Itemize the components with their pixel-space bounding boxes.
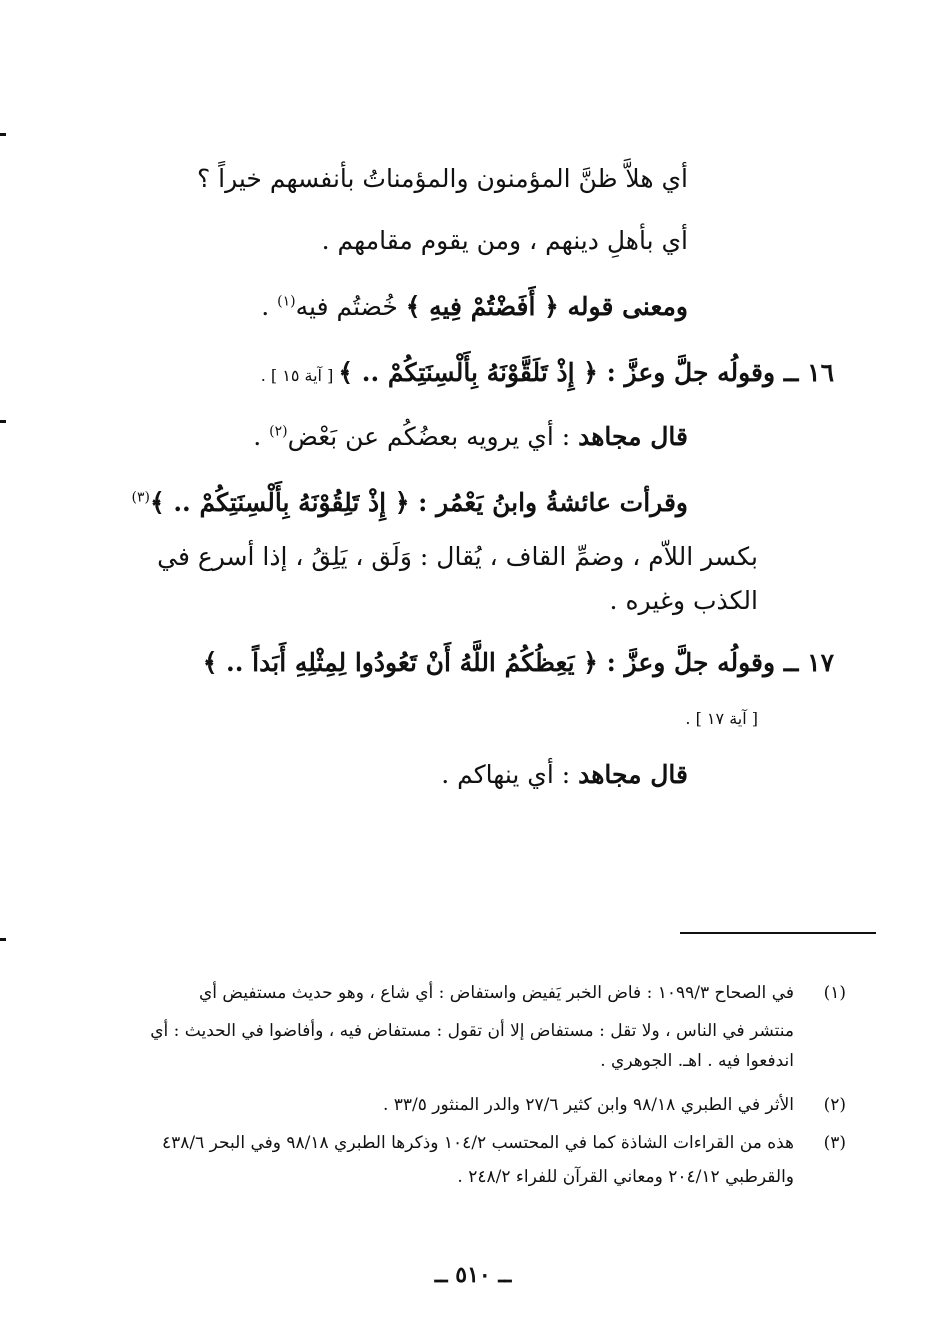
body-text: . [261, 292, 278, 321]
speaker-name: قال مجاهد [578, 760, 688, 789]
footnote-number-3: (٣) [823, 1133, 846, 1153]
page-number: ــ ٥١٠ ــ [434, 1262, 512, 1288]
scan-edge-mark [0, 133, 6, 136]
body-line-2: أي بأهلِ دينهم ، ومن يقوم مقامهم . [321, 226, 688, 255]
footnote-1-line-3: اندفعوا فيه . اهـ. الجوهري . [600, 1051, 794, 1071]
footnote-3-line-1: هذه من القراءات الشاذة كما في المحتسب ١٠٤/٢ وذكرها الطبري ٩٨/١٨ وفي البحر ٤٣٨/٦ [162, 1133, 794, 1153]
speaker-name: قال مجاهد [578, 422, 688, 451]
body-line-8: الكذب وغيره . [609, 586, 758, 615]
footnote-1-line-2: منتشر في الناس ، ولا تقل : مستفاض إلا أن تقول : مستفاض فيه ، وأفاضوا في الحديث : أي [150, 1021, 794, 1041]
body-text: . [253, 422, 270, 451]
body-line-4 [261, 356, 834, 393]
verse-heading-17: ١٧ ــ وقولُه جلَّ وعزَّ : ﴿ يَعِظُكُمُ اللَّهُ أَنْ تَعُودُوا لِمِثْلِهِ أَبَداً .. ﴾ [202, 648, 834, 677]
footnote-number-2: (٢) [823, 1095, 846, 1115]
body-line-7: بكسر اللاّم ، وضمِّ القاف ، يُقال : وَلَق ، يَلِقُ ، إذا أسرع في [157, 542, 758, 571]
body-text: : أي يرويه بعضُكُم عن بَعْض [287, 422, 579, 451]
body-line-3 [261, 290, 688, 324]
body-text: : أي ينهاكم . [441, 760, 579, 789]
quran-quote: ومعنى قوله ﴿ أَفَضْتُمْ فِيهِ ﴾ [405, 292, 688, 321]
footnote-ref-2: (٢) [269, 423, 288, 440]
footnote-2-line-1: الأثر في الطبري ٩٨/١٨ وابن كثير ٢٧/٦ والدر المنثور ٣٣/٥ . [382, 1095, 794, 1115]
footnote-1-line-1: في الصحاح ١٠٩٩/٣ : فاض الخبر يَفيض واستفاض : أي شاع ، وهو حديث مستفيض أي [198, 983, 794, 1003]
reading-heading: وقرأت عائشةُ وابنُ يَعْمُر : ﴿ إِذْ تَلِقُوْنَهُ بِأَلْسِنَتِكُمْ .. ﴾ [149, 488, 688, 517]
verse-heading-16: ١٦ ــ وقولُه جلَّ وعزَّ : ﴿ إِذْ تَلَقَّوْنَهُ بِأَلْسِنَتِكُمْ .. ﴾ [338, 358, 834, 387]
footnote-separator [680, 932, 876, 934]
scan-edge-mark [0, 938, 6, 941]
footnote-ref-1: (١) [277, 293, 296, 310]
footnote-number-1: (١) [823, 983, 846, 1003]
body-text: خُضتُم فيه [295, 292, 406, 321]
verse-reference-17: [ آية ١٧ ] . [685, 709, 758, 728]
body-line-11 [441, 758, 688, 792]
footnote-3-line-2: والقرطبي ٢٠٤/١٢ ومعاني القرآن للفراء ٢٤٨/٢ . [457, 1167, 794, 1187]
verse-reference: [ آية ١٥ ] . [260, 366, 339, 385]
body-line-6 [132, 486, 688, 520]
footnote-ref-3: (٣) [131, 489, 150, 506]
body-line-5 [253, 420, 688, 454]
scan-edge-mark [0, 420, 6, 423]
body-line-1: أي هلاَّ ظنَّ المؤمنون والمؤمناتُ بأنفسهم خيراً ؟ [196, 164, 688, 193]
